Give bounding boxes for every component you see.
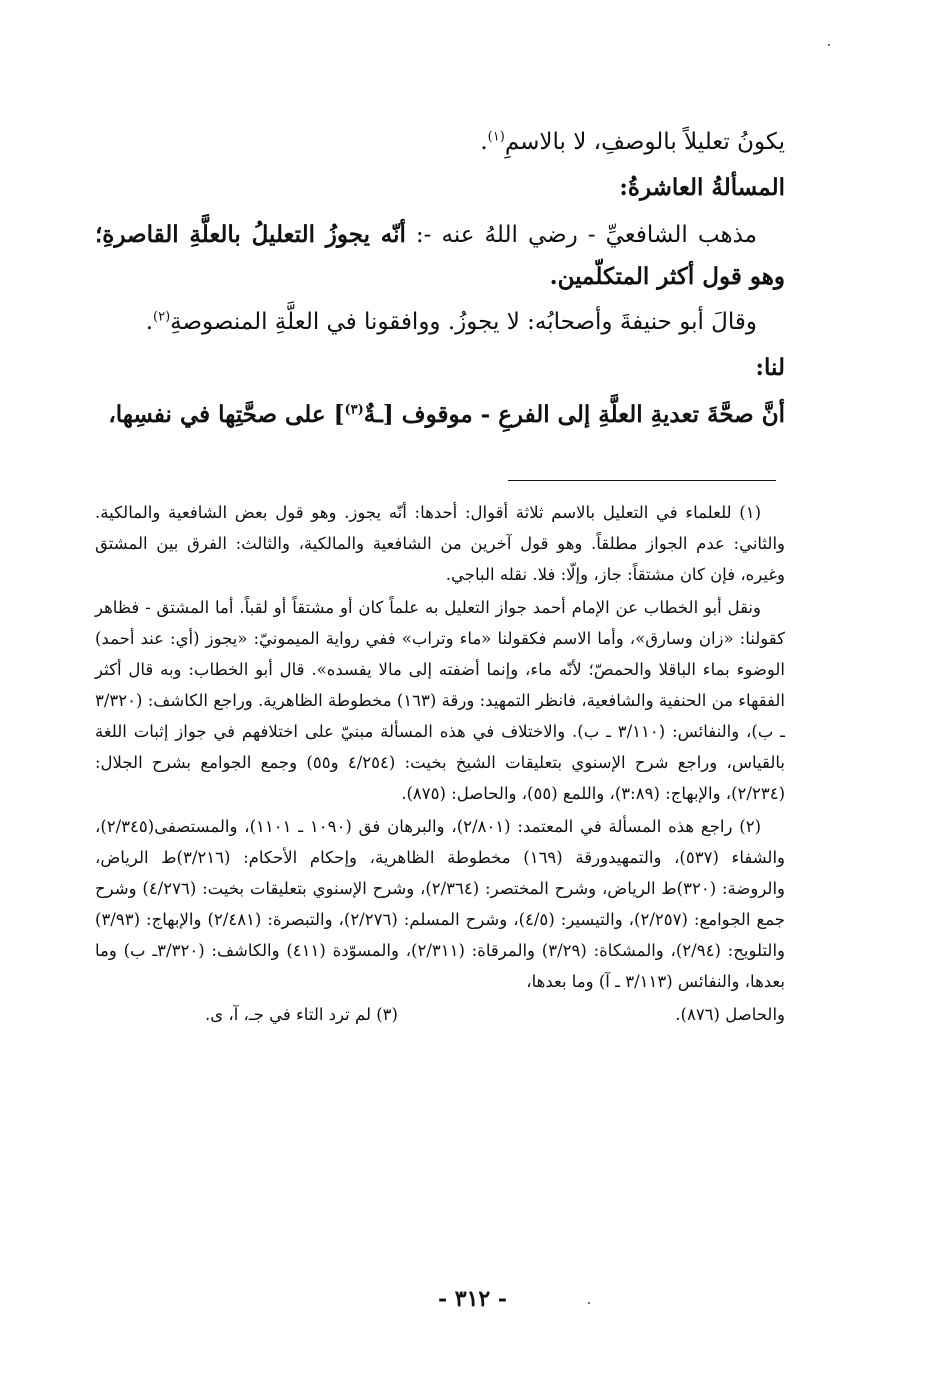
page-number: - ٣١٢ - — [437, 1286, 508, 1312]
footnote-separator — [508, 480, 776, 481]
paragraph-argument-b: ] على صحَّتِها في نفسِها، — [108, 401, 345, 428]
scan-speck — [828, 44, 830, 46]
line-1-end: . — [480, 129, 488, 155]
paragraph-argument — [95, 394, 785, 435]
footnote-3: (٣) لم ترد التاء في جـ، آ، ى. — [205, 1005, 398, 1024]
paragraph-abu-hanifa-text: وقالَ أبو حنيفةَ وأصحابُه: لا يجوزُ. ووافقونا في العلَّةِ المنصوصةِ — [170, 309, 757, 335]
line-1-text: يكونُ تعليلاً بالوصفِ، لا بالاسمِ — [504, 129, 785, 155]
paragraph-abu-hanifa — [95, 302, 785, 343]
footnote-1-paragraph-2: ونقل أبو الخطاب عن الإمام أحمد جواز التعليل به علماً كان أو مشتقاً أو لقباً. أما المشتق - فظاهر كقولنا: «زان وسارق»، وأما الاسم فكقولنا «ماء وتراب» ففي رواية الميمونيّ: «يجوز (أي: عند أحمد) الوضوء بماء الباقلا والحمصّ؛ لأنّه ماء، وإنما أضفته إلى مالا يفسده». قال أبو الخطاب: وبه قال أكثر الفقهاء من الحنفية والشافعية، فانظر التمهيد: ورقة (١٦٣) مخطوطة الظاهرية. وراجع الكاشف: (٣/٣٢٠ ـ ب)، والنفائس: (٣/١١٠ ـ ب). والاختلاف في هذه المسألة مبنيّ على اختلافهم في جواز إثبات اللغة بالقياس، وراجع شرح الإسنوي بتعليقات الشيخ بخيت: (٤/٢٥٤ و٥٥) وجمع الجوامع بشرح الجلال: (٢/٢٣٤)، والإبهاج: (٣:٨٩)، واللمع (٥٥)، والحاصل: (٨٧٥). — [95, 598, 786, 803]
paragraph-shafii-b: أنّه يجوزُ التعليلُ بالعلَّةِ القاصرةِ؛ وهو قول أكثر المتكلّمين. — [95, 221, 785, 290]
footnote-ref-2[interactable]: (٢) — [153, 309, 171, 325]
main-text — [95, 122, 785, 439]
footnote-1-paragraph-1: (١) للعلماء في التعليل بالاسم ثلاثة أقوال: أحدها: أنّه يجوز. وهو قول بعض الشافعية والمالكية. والثاني: عدم الجواز مطلقاً. وهو قول آخرين من الشافعية والمالكية، والثالث: الفرق بين المشتق وغيره، فإن كان مشتقاً: جاز، وإلّا: فلا. نقله الباجي. — [95, 503, 785, 584]
footnote-ref-3[interactable]: (٣) — [344, 402, 364, 418]
continuation-line — [95, 122, 785, 163]
footnote-ref-1[interactable]: (١) — [487, 129, 505, 145]
section-heading: المسألةُ العاشرةُ: — [619, 174, 785, 201]
paragraph-argument-a: أنَّ صحَّةَ تعديةِ العلَّةِ إلى الفرعِ - موقوف [ـةٌ — [363, 401, 785, 428]
footnote-last-row — [95, 999, 785, 1030]
paragraph-shafii — [95, 214, 785, 298]
paragraph-shafii-a: مذهب الشافعيِّ - رضي اللهُ عنه -: — [405, 222, 757, 248]
scan-speck — [588, 1302, 590, 1304]
footnote-2: (٢) راجع هذه المسألة في المعتمد: (٢/٨٠١)، والبرهان فق (١٠٩٠ ـ ١١٠١)، والمستصفى(٢/٣٤٥)، والشفاء (٥٣٧)، والتمهيدورقة (١٦٩) مخطوطة الظاهرية، وإحكام الأحكام: (٣/٢١٦)ط الرياض، والروضة: (٣٢٠)ط الرياض، وشرح المختصر: (٢/٣٦٤)، وشرح الإسنوي بتعليقات بخيت: (٤/٢٧٦) وشرح جمع الجوامع: (٢/٢٥٧)، والتيسير: (٤/٥)، وشرح المسلم: (٢/٢٧٦)، والتبصرة: (٢/٤٨١) والإبهاج: (٣/٩٣) والتلويح: (٢/٩٤)، والمشكاة: (٣/٢٩) والمرقاة: (٢/٣١١)، والمسوّدة (٤١١) والكاشف: (٣/٣٢٠ـ ب) وما بعدها، والنفائس (٣/١١٣ ـ آ) وما بعدها، — [95, 817, 786, 991]
footnotes — [95, 497, 785, 1032]
lana-heading: لنا: — [755, 354, 785, 381]
paragraph-abu-hanifa-end: . — [145, 309, 154, 335]
footnote-2-end: والحاصل (٨٧٦). — [675, 1005, 785, 1024]
